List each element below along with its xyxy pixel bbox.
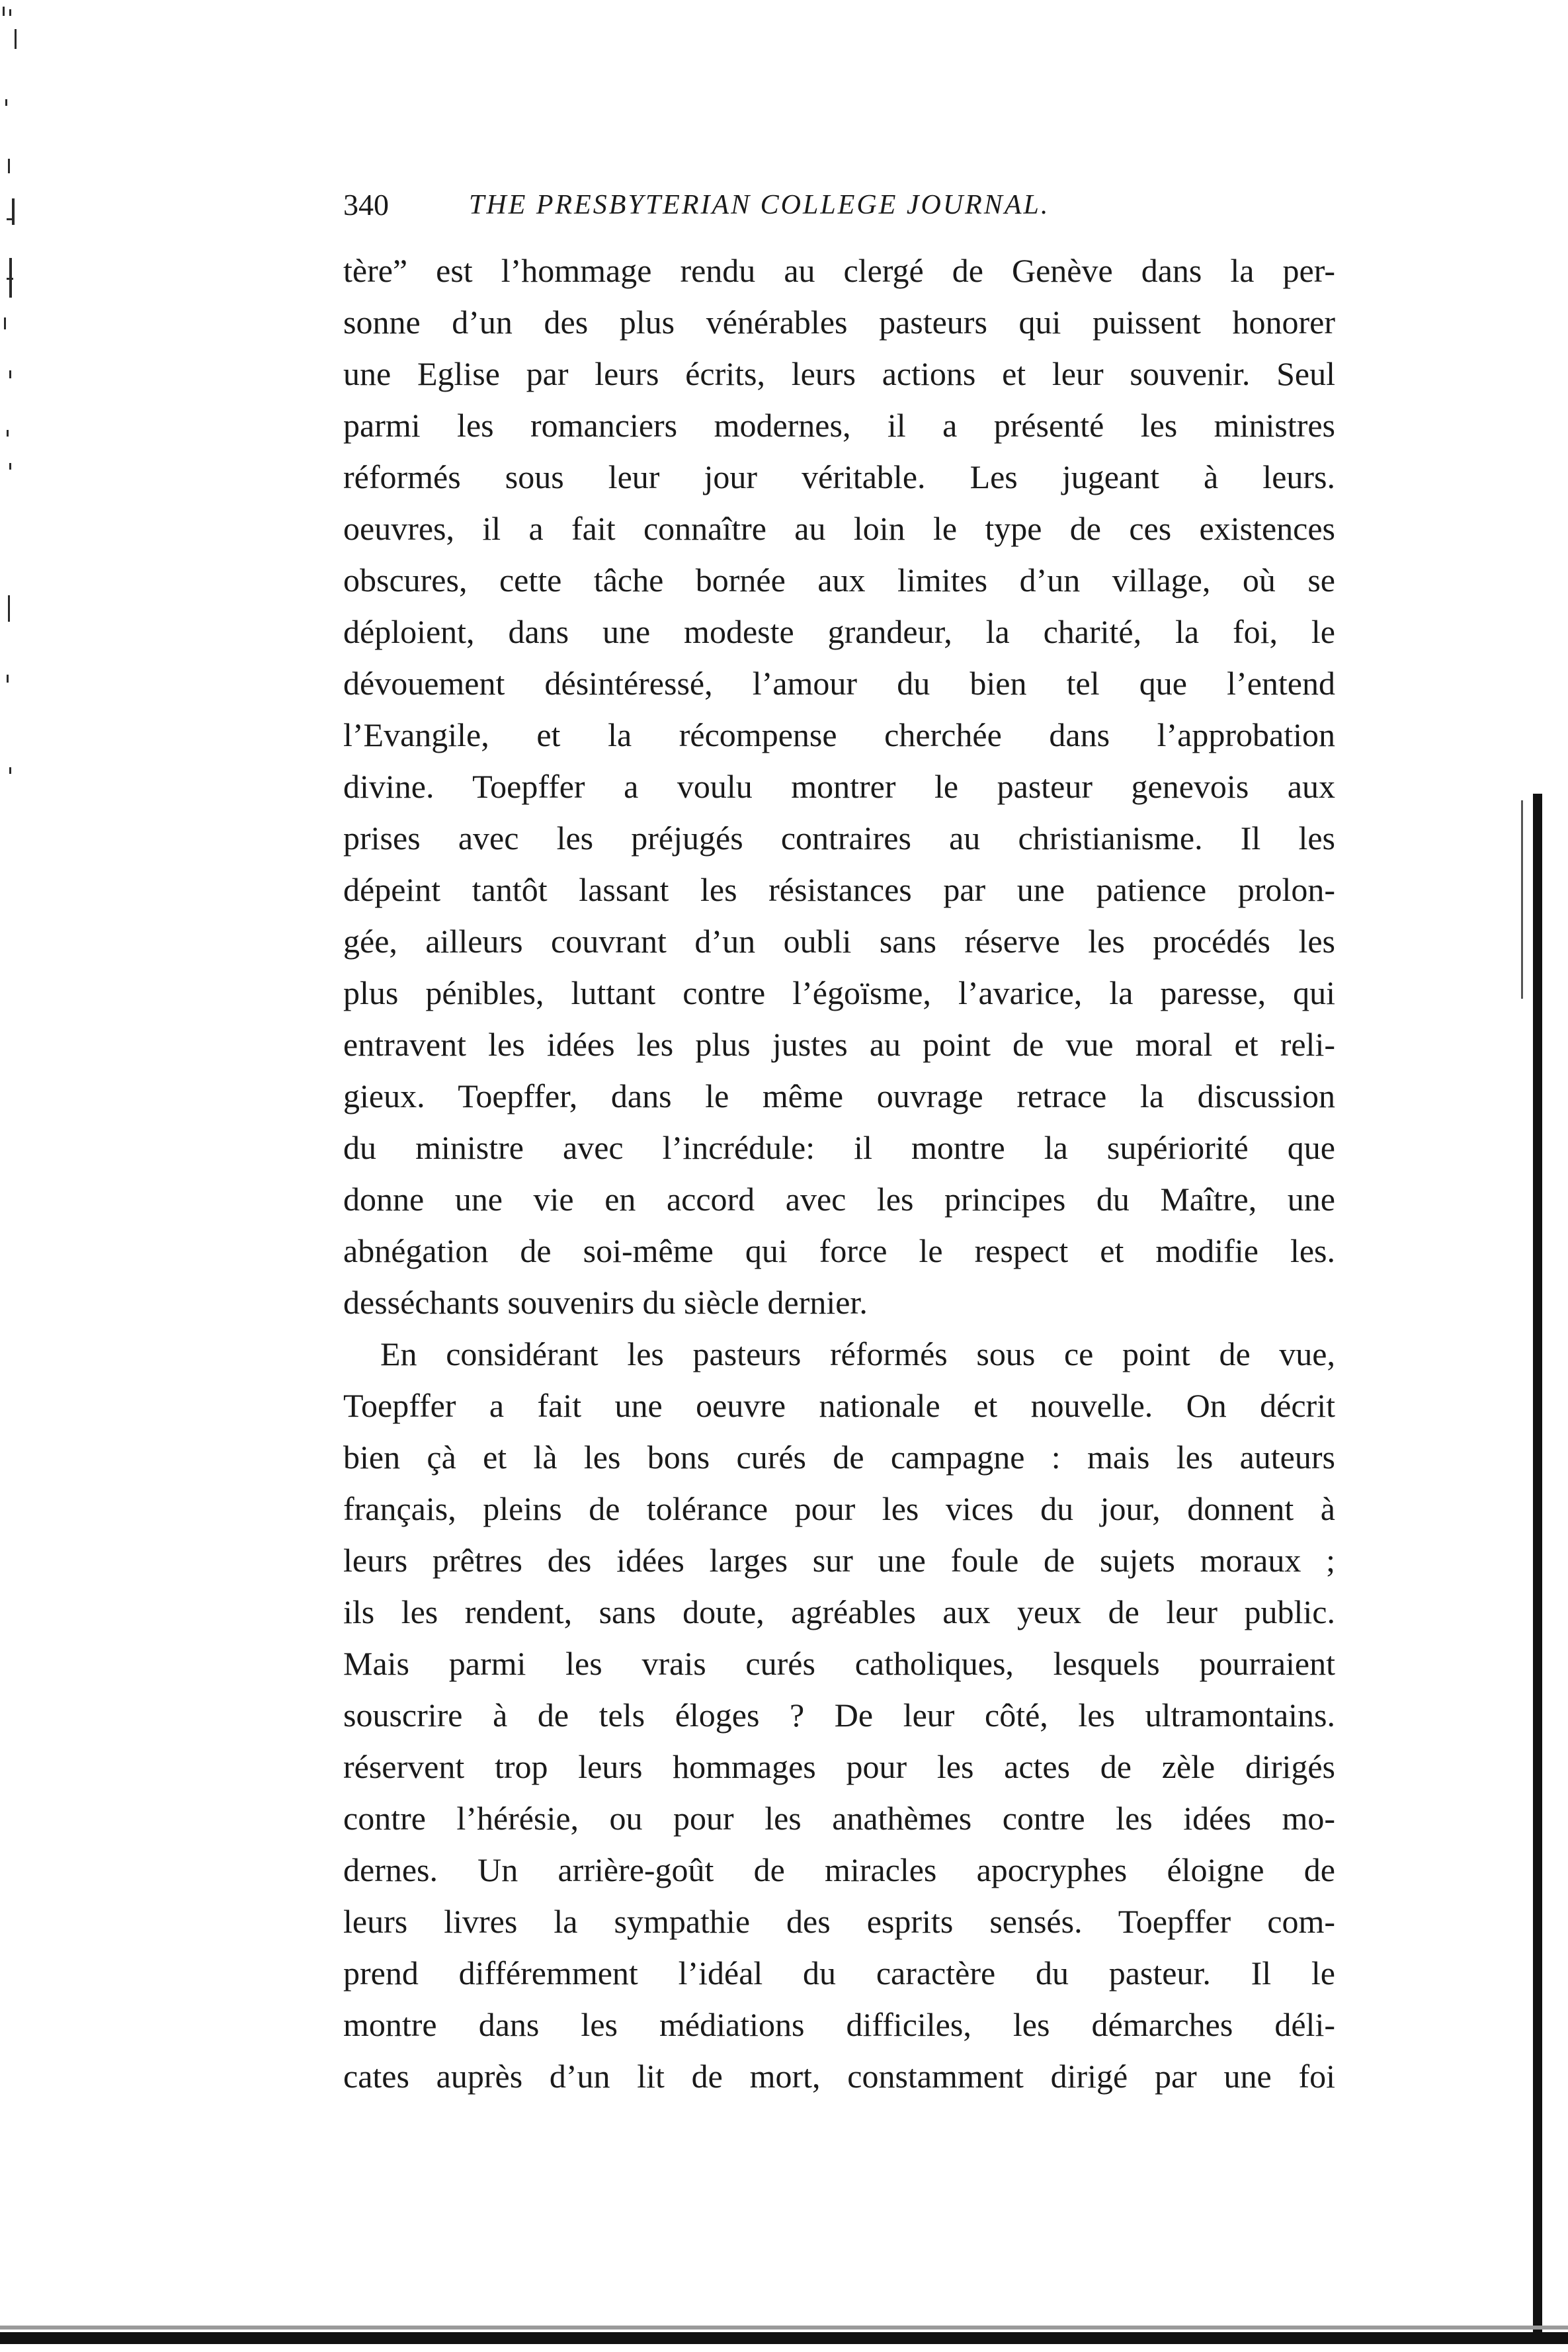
text-line: abnégation de soi-même qui force le respect et modifie les. <box>343 1232 1335 1269</box>
text-line: bien çà et là les bons curés de campagne : mais les auteurs <box>343 1439 1335 1476</box>
text-line: tère” est l’hommage rendu au clergé de Genève dans la per- <box>343 252 1335 289</box>
text-line: leurs livres la sympathie des esprits sensés. Toepffer com- <box>343 1903 1335 1940</box>
scan-margin-specks <box>0 0 26 827</box>
running-head <box>343 184 1335 226</box>
text-line: souscrire à de tels éloges ? De leur côté, les ultramontains. <box>343 1697 1335 1734</box>
text-line: donne une vie en accord avec les principes du Maître, une <box>343 1181 1335 1218</box>
scan-edge-thin-rule <box>1521 800 1523 999</box>
page-number: 340 <box>343 188 389 222</box>
text-line: ils les rendent, sans doute, agréables aux yeux de leur public. <box>343 1593 1335 1630</box>
text-line: déploient, dans une modeste grandeur, la charité, la foi, le <box>343 613 1335 650</box>
text-line: prises avec les préjugés contraires au christianisme. Il les <box>343 819 1335 857</box>
text-line: divine. Toepffer a voulu montrer le pasteur genevois aux <box>343 768 1335 805</box>
scan-edge-bottom-rule <box>0 2332 1568 2344</box>
text-line: dépeint tantôt lassant les résistances par une patience prolon- <box>343 871 1335 908</box>
text-line: contre l’hérésie, ou pour les anathèmes contre les idées mo- <box>343 1800 1335 1837</box>
text-line: dernes. Un arrière-goût de miracles apocryphes éloigne de <box>343 1851 1335 1888</box>
text-line: entravent les idées les plus justes au point de vue moral et reli- <box>343 1026 1335 1063</box>
text-line: Toepffer a fait une oeuvre nationale et nouvelle. On décrit <box>343 1387 1335 1424</box>
text-line: cates auprès d’un lit de mort, constamment dirigé par une foi <box>343 2058 1335 2095</box>
text-line: gée, ailleurs couvrant d’un oubli sans réserve les procédés les <box>343 923 1335 960</box>
text-line: oeuvres, il a fait connaître au loin le type de ces existences <box>343 510 1335 547</box>
text-line: réformés sous leur jour véritable. Les jugeant à leurs. <box>343 458 1335 495</box>
journal-title: THE PRESBYTERIAN COLLEGE JOURNAL. <box>469 190 1050 220</box>
text-line: du ministre avec l’incrédule: il montre la supériorité que <box>343 1129 1335 1166</box>
text-line: prend différemment l’idéal du caractère du pasteur. Il le <box>343 1954 1335 1992</box>
text-line: leurs prêtres des idées larges sur une foule de sujets moraux ; <box>343 1542 1335 1579</box>
text-line: français, pleins de tolérance pour les vices du jour, donnent à <box>343 1490 1335 1527</box>
text-line: gieux. Toepffer, dans le même ouvrage retrace la discussion <box>343 1077 1335 1114</box>
text-line: une Eglise par leurs écrits, leurs actions et leur souvenir. Seul <box>343 355 1335 392</box>
paragraph-start-line: En considérant les pasteurs réformés sous ce point de vue, <box>380 1335 1335 1372</box>
text-line: Mais parmi les vrais curés catholiques, lesquels pourraient <box>343 1645 1335 1682</box>
body-text <box>343 245 1335 2102</box>
text-line: montre dans les médiations difficiles, les démarches déli- <box>343 2006 1335 2043</box>
text-line: parmi les romanciers modernes, il a présenté les ministres <box>343 407 1335 444</box>
paragraph-end-line: desséchants souvenirs du siècle dernier. <box>343 1284 868 1321</box>
text-line: plus pénibles, luttant contre l’égoïsme, l’avarice, la paresse, qui <box>343 974 1335 1011</box>
scan-edge-bottom-shadow <box>0 2326 1568 2330</box>
text-line: l’Evangile, et la récompense cherchée dans l’approbation <box>343 716 1335 753</box>
text-line: dévouement désintéressé, l’amour du bien tel que l’entend <box>343 665 1335 702</box>
scan-edge-right-rule <box>1533 794 1542 2335</box>
text-line: sonne d’un des plus vénérables pasteurs qui puissent honorer <box>343 304 1335 341</box>
text-line: obscures, cette tâche bornée aux limites d’un village, où se <box>343 562 1335 599</box>
text-line: réservent trop leurs hommages pour les actes de zèle dirigés <box>343 1748 1335 1785</box>
